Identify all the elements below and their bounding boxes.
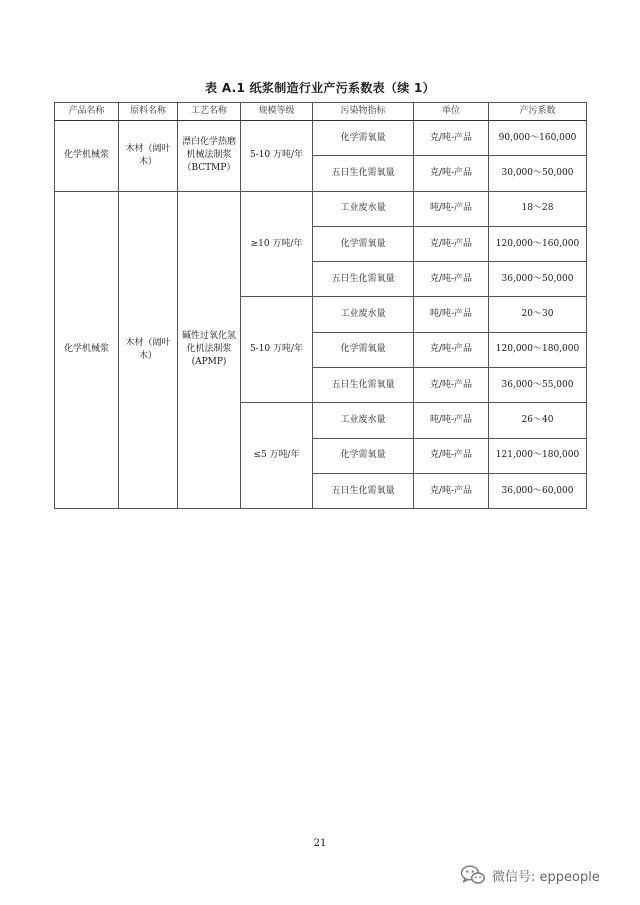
indicator-cell: 化学需氧量: [313, 121, 414, 156]
product-cell: 化学机械浆: [55, 121, 119, 192]
material-cell: 木材（阔叶木）: [119, 191, 178, 509]
indicator-cell: 五日生化需氧量: [313, 156, 414, 191]
product-cell: 化学机械浆: [55, 191, 119, 509]
indicator-cell: 化学需氧量: [313, 332, 414, 367]
indicator-cell: 五日生化需氧量: [313, 262, 414, 297]
coefficient-cell: 30,000～50,000: [489, 156, 587, 191]
watermark-text: 微信号: eppeople: [492, 869, 600, 885]
header-process: 工艺名称: [178, 103, 241, 121]
header-unit: 单位: [414, 103, 489, 121]
table-title: 表 A.1 纸浆制造行业产污系数表（续 1）: [205, 81, 435, 95]
pollution-coefficient-table: [54, 102, 587, 509]
coefficient-cell: 120,000～180,000: [489, 332, 587, 367]
coefficient-cell: 26～40: [489, 403, 587, 438]
header-material: 原料名称: [119, 103, 178, 121]
scale-cell: ≥10 万吨/年: [241, 191, 313, 297]
indicator-cell: 化学需氧量: [313, 226, 414, 261]
coefficient-cell: 121,000～180,000: [489, 438, 587, 473]
scale-cell: ≤5 万吨/年: [241, 403, 313, 509]
unit-cell: 克/吨-产品: [414, 332, 489, 367]
coefficient-cell: 20～30: [489, 297, 587, 332]
indicator-cell: 五日生化需氧量: [313, 473, 414, 508]
process-cell: 碱性过氧化氢化机法制浆(APMP): [178, 191, 241, 509]
table-row: [55, 191, 587, 226]
process-cell: 漂白化学热磨机械法制浆（BCTMP）: [178, 121, 241, 192]
unit-cell: 吨/吨-产品: [414, 191, 489, 226]
coefficient-cell: 120,000～160,000: [489, 226, 587, 261]
indicator-cell: 工业废水量: [313, 191, 414, 226]
wechat-icon: [460, 864, 486, 886]
indicator-cell: 五日生化需氧量: [313, 368, 414, 403]
coefficient-cell: 18～28: [489, 191, 587, 226]
page-number: 21: [313, 838, 327, 849]
header-product: 产品名称: [55, 103, 119, 121]
unit-cell: 克/吨-产品: [414, 262, 489, 297]
header-indicator: 污染物指标: [313, 103, 414, 121]
unit-cell: 克/吨-产品: [414, 473, 489, 508]
coefficient-cell: 36,000～50,000: [489, 262, 587, 297]
coefficient-cell: 36,000～60,000: [489, 473, 587, 508]
unit-cell: 吨/吨-产品: [414, 297, 489, 332]
unit-cell: 克/吨-产品: [414, 156, 489, 191]
indicator-cell: 化学需氧量: [313, 438, 414, 473]
unit-cell: 吨/吨-产品: [414, 403, 489, 438]
scale-cell: 5-10 万吨/年: [241, 121, 313, 192]
table-row: [55, 121, 587, 156]
header-row: [55, 103, 587, 121]
unit-cell: 克/吨-产品: [414, 368, 489, 403]
header-scale: 规模等级: [241, 103, 313, 121]
indicator-cell: 工业废水量: [313, 403, 414, 438]
indicator-cell: 工业废水量: [313, 297, 414, 332]
unit-cell: 克/吨-产品: [414, 121, 489, 156]
watermark: [460, 862, 600, 888]
header-coefficient: 产污系数: [489, 103, 587, 121]
coefficient-cell: 36,000～55,000: [489, 368, 587, 403]
material-cell: 木材（阔叶木）: [119, 121, 178, 192]
coefficient-cell: 90,000～160,000: [489, 121, 587, 156]
unit-cell: 克/吨-产品: [414, 438, 489, 473]
scale-cell: 5-10 万吨/年: [241, 297, 313, 403]
unit-cell: 克/吨-产品: [414, 226, 489, 261]
